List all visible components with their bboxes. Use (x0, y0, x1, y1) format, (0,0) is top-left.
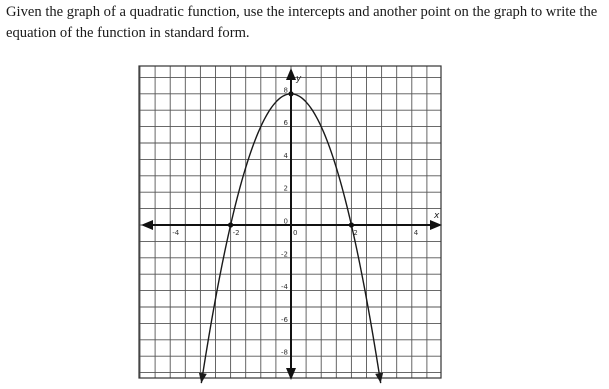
y-tick-label: -2 (281, 250, 288, 259)
x-tick-label: -4 (172, 229, 180, 237)
y-axis-label: y (296, 74, 302, 84)
x-tick-label: -2 (232, 229, 240, 237)
graph-point (228, 222, 233, 227)
y-axis-up-arrow-icon (286, 68, 296, 80)
x-axis-left-arrow-icon (141, 220, 153, 230)
x-tick-label: 4 (413, 229, 419, 237)
x-axis-label: x (434, 211, 440, 221)
y-tick-label: 6 (283, 119, 288, 128)
y-tick-label: -6 (281, 315, 288, 324)
x-tick-label: 0 (293, 229, 298, 237)
y-tick-label: 2 (283, 184, 288, 193)
graph-point (349, 222, 354, 227)
y-tick-label: -4 (281, 283, 288, 292)
y-tick-label: 8 (283, 86, 288, 95)
graph-point (288, 91, 293, 96)
y-tick-label: -8 (281, 348, 288, 357)
x-axis-right-arrow-icon (430, 220, 442, 230)
question-prompt: Given the graph of a quadratic function, use the intercepts and another point on the graph to write the equation of the function in standard form. (6, 4, 598, 41)
y-tick-label: 4 (283, 151, 288, 160)
x-tick-label: 2 (353, 229, 358, 237)
y-tick-label: 0 (283, 217, 288, 226)
